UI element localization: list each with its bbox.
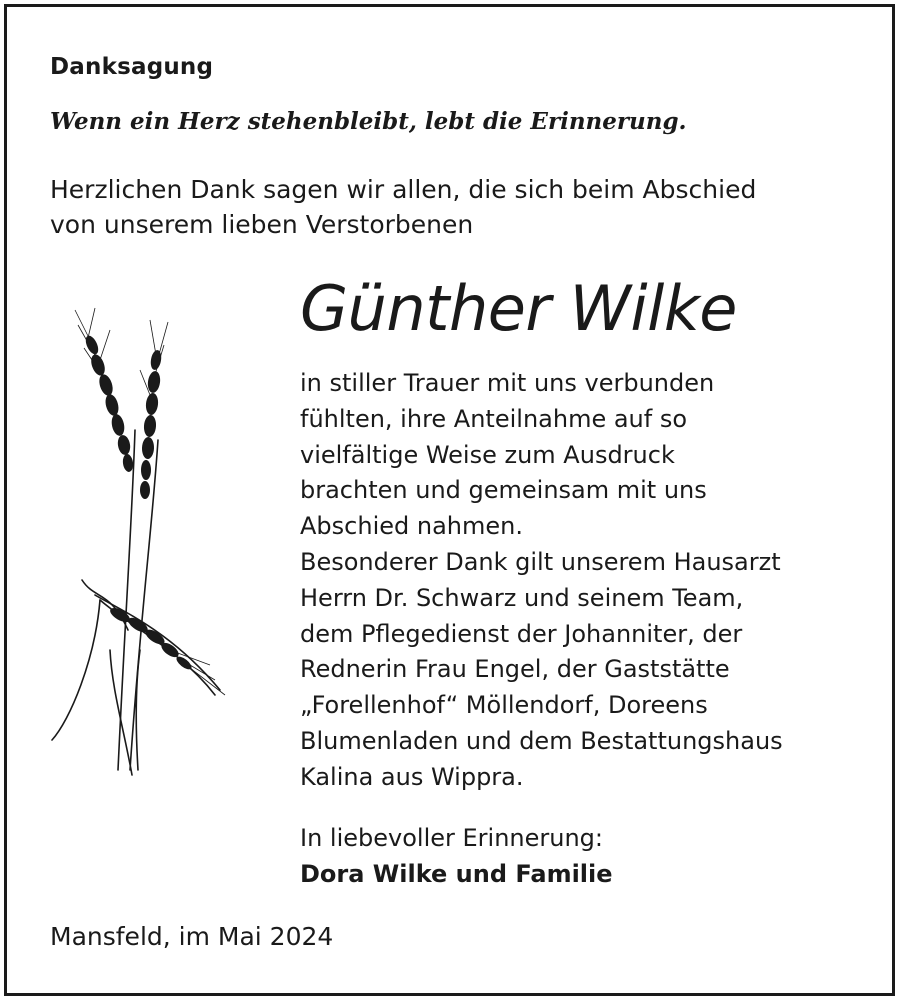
body-line: in stiller Trauer mit uns verbunden [300,369,715,397]
body-line: Rednerin Frau Engel, der Gaststätte [300,655,730,684]
intro-line: von unserem lieben Verstorbenen [50,210,474,239]
body-line: Besonderer Dank gilt unserem Hausarzt [300,547,781,576]
body-line: brachten und gemeinsam mit uns [300,476,707,505]
closing-line: In liebevoller Erinnerung: [300,824,603,852]
deceased-name: Günther Wilke [300,272,737,345]
body-line: dem Pflegedienst der Johanniter, der [300,619,743,648]
closing-block [300,820,613,892]
intro-text [50,172,850,242]
body-line: Kalina aus Wippra. [300,762,524,791]
body-line: „Forellenhof“ Möllendorf, Doreens [300,691,708,720]
notice-motto: Wenn ein Herz stehenbleibt, lebt die Erinnerung. [50,108,687,135]
wheat-ears-illustration [40,300,240,780]
notice-heading: Danksagung [50,54,214,80]
body-line: Herrn Dr. Schwarz und seinem Team, [300,583,744,612]
body-line: vielfältige Weise zum Ausdruck [300,440,675,469]
body-text [300,366,783,796]
body-line: Blumenladen und dem Bestattungshaus [300,726,783,755]
intro-line: Herzlichen Dank sagen wir allen, die sich beim Abschied [50,175,757,204]
place-date: Mansfeld, im Mai 2024 [50,922,334,951]
body-line: fühlten, ihre Anteilnahme auf so [300,404,688,433]
body-line: Abschied nahmen. [300,512,523,541]
signature: Dora Wilke und Familie [300,860,613,888]
